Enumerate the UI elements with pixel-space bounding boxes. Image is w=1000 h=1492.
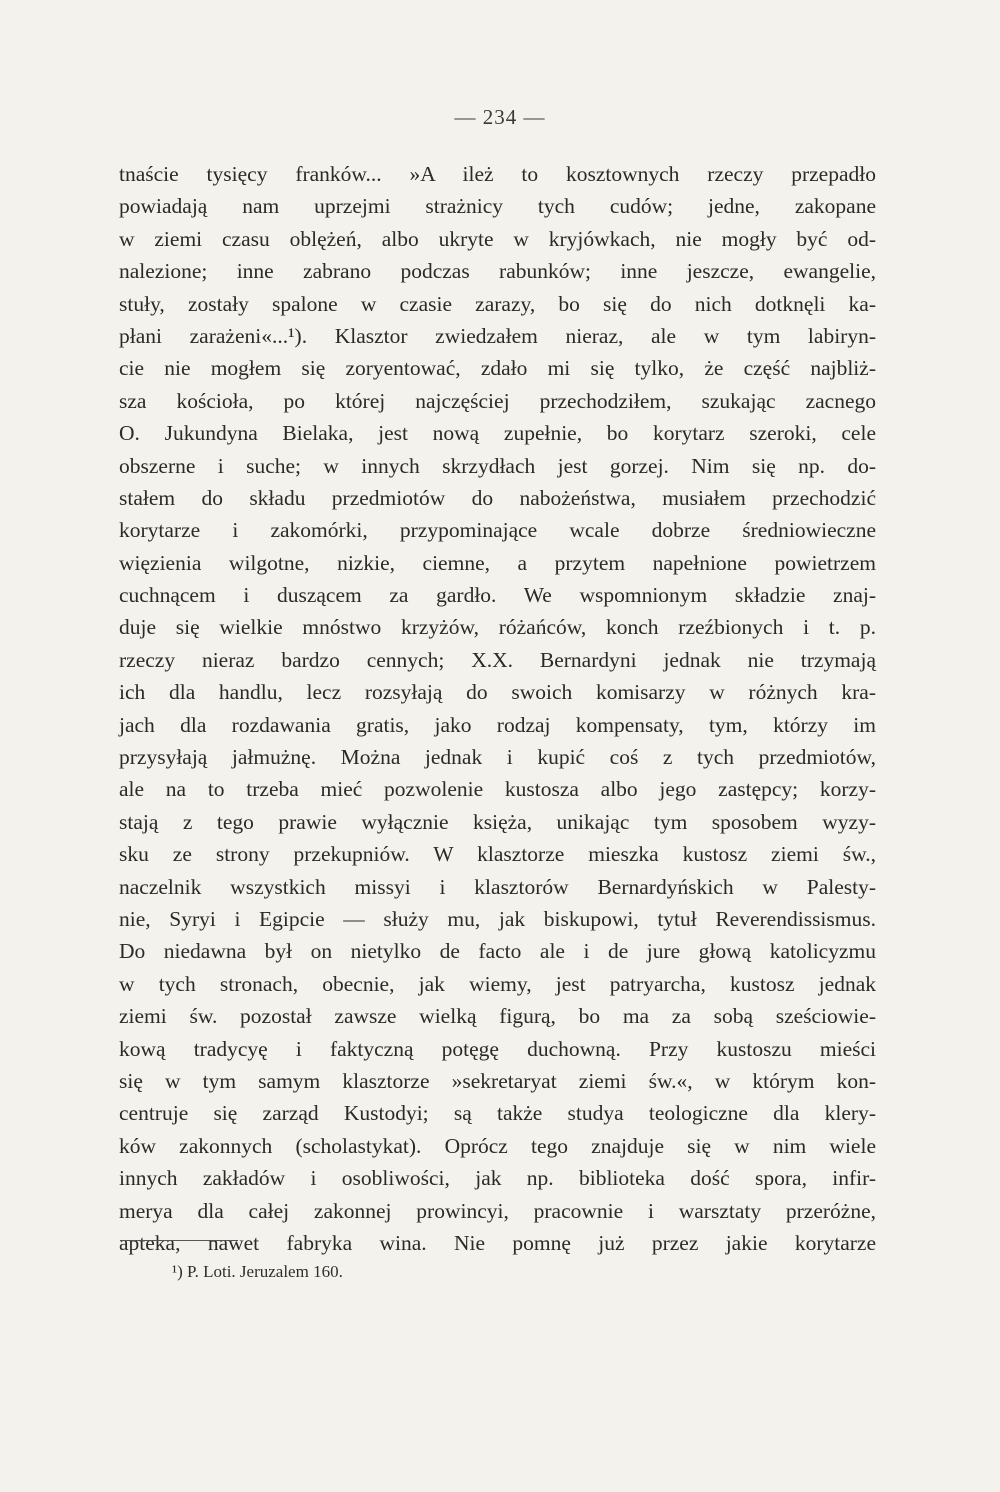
text-line: korytarze i zakomórki, przypominające wcale dobrze średniowieczne bbox=[119, 518, 876, 543]
text-line: ków zakonnych (scholastykat). Oprócz tego znajduje się w nim wiele bbox=[119, 1133, 876, 1158]
text-line: ziemi św. pozostał zawsze wielką figurą, bo ma za sobą sześciowie- bbox=[119, 1004, 876, 1029]
footnote-marker: ¹) bbox=[172, 1262, 183, 1281]
text-line: stałem do składu przedmiotów do nabożeństwa, musiałem przechodzić bbox=[119, 485, 876, 510]
text-line: się w tym samym klasztorze »sekretaryat ziemi św.«, w którym kon- bbox=[119, 1068, 876, 1093]
text-line: merya dla całej zakonnej prowincyi, pracownie i warsztaty przeróżne, bbox=[119, 1198, 876, 1223]
footnote-text: P. Loti. Jeruzalem 160. bbox=[187, 1262, 343, 1281]
text-line: centruje się zarząd Kustodyi; są także studya teologiczne dla klery- bbox=[119, 1101, 876, 1126]
text-line: ich dla handlu, lecz rozsyłają do swoich komisarzy w różnych kra- bbox=[119, 680, 876, 705]
text-line: nie, Syryi i Egipcie — służy mu, jak biskupowi, tytuł Reverendissismus. bbox=[119, 906, 876, 931]
text-line: sku ze strony przekupniów. W klasztorze mieszka kustosz ziemi św., bbox=[119, 842, 876, 867]
footnote bbox=[172, 1262, 343, 1282]
text-line: stuły, zostały spalone w czasie zarazy, bo się do nich dotknęli ka- bbox=[119, 291, 876, 316]
text-line: płani zarażeni«...¹). Klasztor zwiedzałem nieraz, ale w tym labiryn- bbox=[119, 323, 876, 348]
text-line: rzeczy nieraz bardzo cennych; X.X. Bernardyni jednak nie trzymają bbox=[119, 647, 876, 672]
text-line: cuchnącem i duszącem za gardło. We wspomnionym składzie znaj- bbox=[119, 583, 876, 608]
text-line: Do niedawna był on nietylko de facto ale i de jure głową katolicyzmu bbox=[119, 939, 876, 964]
text-line: obszerne i suche; w innych skrzydłach jest gorzej. Nim się np. do- bbox=[119, 453, 876, 478]
text-line: duje się wielkie mnóstwo krzyżów, różańców, konch rzeźbionych i t. p. bbox=[119, 615, 876, 640]
text-line: jach dla rozdawania gratis, jako rodzaj kompensaty, tym, którzy im bbox=[119, 712, 876, 737]
text-line: cie nie mogłem się zoryentować, zdało mi się tylko, że część najbliż- bbox=[119, 356, 876, 381]
text-line: innych zakładów i osobliwości, jak np. biblioteka dość spora, infir- bbox=[119, 1166, 876, 1191]
text-line: w ziemi czasu oblężeń, albo ukryte w kryjówkach, nie mogły być od- bbox=[119, 226, 876, 251]
text-line: nalezione; inne zabrano podczas rabunków; inne jeszcze, ewangelie, bbox=[119, 259, 876, 284]
text-line: przysyłają jałmużnę. Można jednak i kupić coś z tych przedmiotów, bbox=[119, 745, 876, 770]
text-line: stają z tego prawie wyłącznie księża, unikając tym sposobem wyzy- bbox=[119, 809, 876, 834]
text-line: kową tradycyę i faktyczną potęgę duchowną. Przy kustoszu mieści bbox=[119, 1036, 876, 1061]
footnote-divider bbox=[120, 1240, 238, 1241]
text-line: O. Jukundyna Bielaka, jest nową zupełnie, bo korytarz szeroki, cele bbox=[119, 421, 876, 446]
text-line: ale na to trzeba mieć pozwolenie kustosza albo jego zastępcy; korzy- bbox=[119, 777, 876, 802]
text-line: tnaście tysięcy franków... »A ileż to kosztownych rzeczy przepadło bbox=[119, 162, 876, 186]
body-text bbox=[119, 158, 876, 1259]
text-line: apteka, nawet fabryka wina. Nie pomnę już przez jakie korytarze bbox=[119, 1230, 876, 1255]
page-number: — 234 — bbox=[454, 105, 546, 129]
text-line: naczelnik wszystkich missyi i klasztorów Bernardyńskich w Palesty- bbox=[119, 874, 876, 899]
text-line: więzienia wilgotne, nizkie, ciemne, a przytem napełnione powietrzem bbox=[119, 550, 876, 575]
text-line: sza kościoła, po której najczęściej przechodziłem, szukając zacnego bbox=[119, 388, 876, 413]
text-line: w tych stronach, obecnie, jak wiemy, jest patryarcha, kustosz jednak bbox=[119, 971, 876, 996]
text-line: powiadają nam uprzejmi strażnicy tych cudów; jedne, zakopane bbox=[119, 194, 876, 219]
